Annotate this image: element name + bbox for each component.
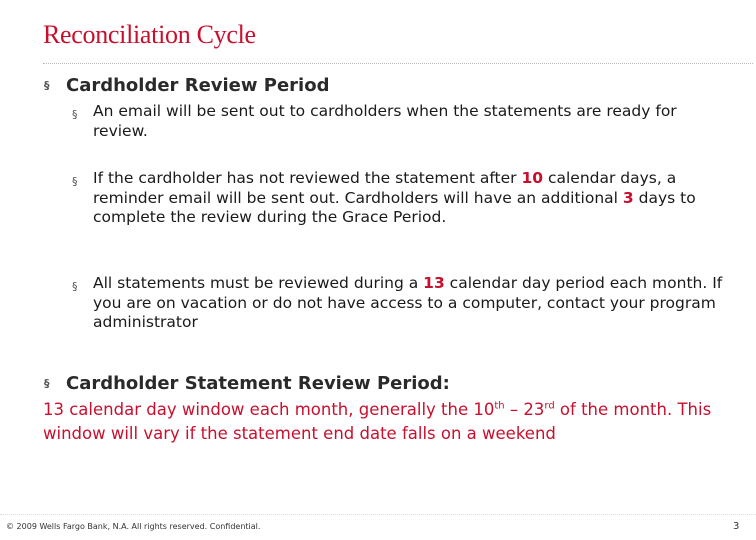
sub-bullet-text-part: If the cardholder has not reviewed the statement after bbox=[93, 169, 522, 187]
sub-bullet-text-part: calendar days, a reminder email will be sent out. Cardholders will have an additional bbox=[93, 169, 677, 207]
highlight-number: 3 bbox=[622, 188, 634, 207]
sub-bullet-text-part: All statements must be reviewed during a bbox=[93, 274, 424, 292]
bullet-marker: § bbox=[44, 377, 50, 390]
sub-bullet-reminder bbox=[72, 169, 733, 228]
bullet-marker: § bbox=[72, 108, 78, 121]
bullet-cardholder-review-period bbox=[44, 75, 330, 96]
highlight-number: 13 bbox=[423, 274, 445, 292]
note-text-part: – 23 bbox=[504, 400, 545, 419]
sub-bullet-text-part: calendar day period each month. If you are on vacation or do not have access to a computer, contact your program administrator bbox=[93, 274, 723, 331]
note-text-part: of the month. This window will vary if the statement end date falls on a weekend bbox=[43, 400, 712, 443]
sub-bullet-text: An email will be sent out to cardholders when the statements are ready for review. bbox=[93, 102, 677, 140]
note-superscript: rd bbox=[544, 400, 555, 412]
note-text-part: 13 calendar day window each month, generally the 10 bbox=[43, 400, 495, 419]
copyright-footer: © 2009 Wells Fargo Bank, N.A. All rights reserved. Confidential. bbox=[6, 522, 261, 531]
sub-bullet-text-part: days to complete the review during the Grace Period. bbox=[93, 188, 696, 226]
bullet-statement-review-period bbox=[44, 373, 450, 394]
bullet-heading: Cardholder Statement Review Period: bbox=[66, 373, 450, 394]
highlight-number: 10 bbox=[521, 169, 544, 187]
page-number: 3 bbox=[733, 521, 740, 532]
sub-bullet-review-window bbox=[72, 274, 733, 333]
footer-divider bbox=[0, 514, 756, 515]
title-divider bbox=[43, 63, 753, 64]
bullet-marker: § bbox=[72, 280, 78, 293]
bullet-marker: § bbox=[44, 79, 50, 92]
note-superscript: th bbox=[494, 400, 505, 412]
review-window-note bbox=[43, 398, 733, 446]
slide-title: Reconciliation Cycle bbox=[43, 20, 256, 49]
bullet-marker: § bbox=[72, 175, 78, 188]
bullet-heading: Cardholder Review Period bbox=[66, 75, 330, 96]
sub-bullet-email-notice bbox=[72, 102, 733, 141]
